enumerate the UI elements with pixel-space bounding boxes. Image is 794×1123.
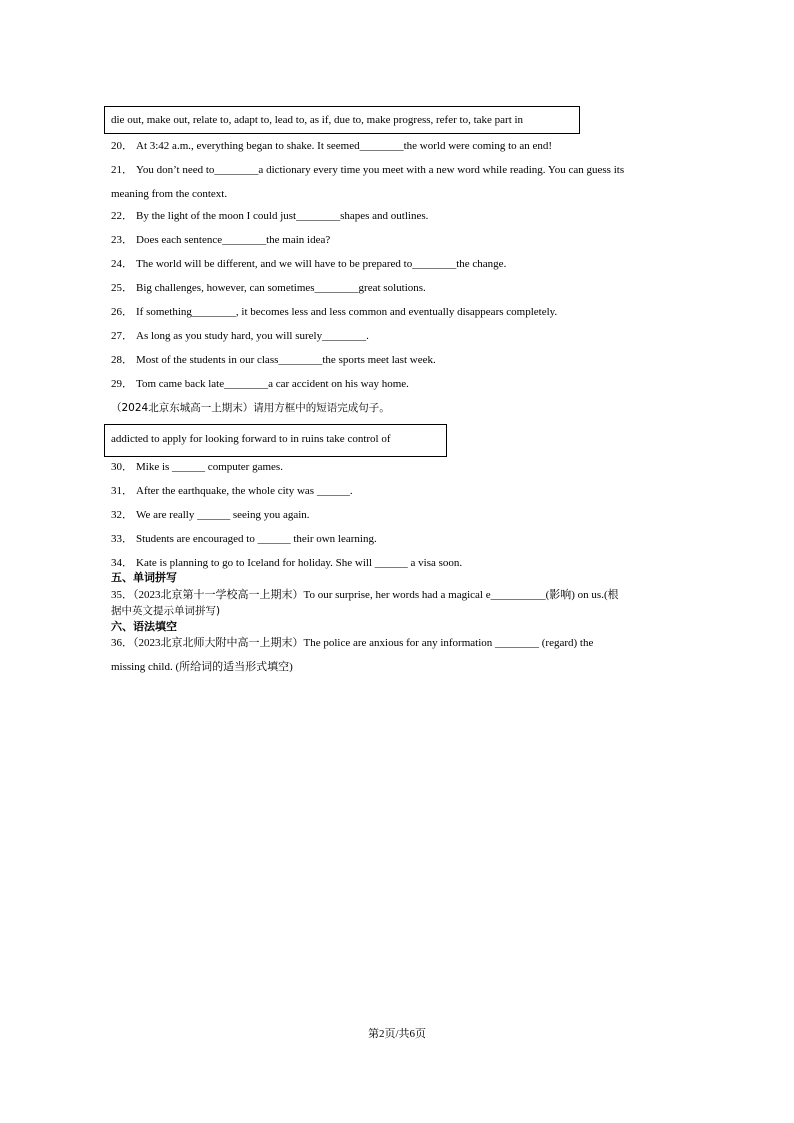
question-23 <box>111 233 691 248</box>
question-24 <box>111 257 691 272</box>
question-22 <box>111 209 691 224</box>
instruction-text: （2024北京东城高一上期末）请用方框中的短语完成句子。 <box>111 402 390 414</box>
question-text: As long as you study hard, you will surely________. <box>136 330 369 342</box>
phrase-box-2-text: addicted to apply for looking forward to in ruins take control of <box>111 433 391 445</box>
question-number: 28． <box>111 354 133 366</box>
question-34 <box>111 556 691 571</box>
question-number: 31． <box>111 485 133 497</box>
question-text: meaning from the context. <box>111 188 228 200</box>
question-30 <box>111 460 691 475</box>
question-33 <box>111 532 691 547</box>
question-number: 25． <box>111 282 133 294</box>
question-number: 23． <box>111 234 133 246</box>
question-text: 据中英文提示单词拼写) <box>111 605 221 617</box>
section-heading-5: 五、单词拼写 <box>111 571 177 584</box>
question-29 <box>111 377 691 392</box>
question-text: We are really ______ seeing you again. <box>136 509 310 521</box>
question-number: 32． <box>111 509 133 521</box>
phrase-box-2 <box>104 424 447 457</box>
question-21 <box>111 163 691 178</box>
question-20 <box>111 139 691 154</box>
question-32 <box>111 508 691 523</box>
question-number: 30． <box>111 461 133 473</box>
question-27 <box>111 329 691 344</box>
question-number: 20． <box>111 140 133 152</box>
question-26 <box>111 305 691 320</box>
question-35 <box>111 588 691 603</box>
section-instruction <box>111 401 691 416</box>
question-text: Mike is ______ computer games. <box>136 461 283 473</box>
section-heading-6: 六、语法填空 <box>111 620 177 633</box>
phrase-box-1-text: die out, make out, relate to, adapt to, lead to, as if, due to, make progress, refer to, take part in <box>111 114 524 126</box>
question-25 <box>111 281 691 296</box>
question-number: 33． <box>111 533 133 545</box>
question-28 <box>111 353 691 368</box>
question-number: 27． <box>111 330 133 342</box>
question-text: Most of the students in our class________the sports meet last week. <box>136 354 436 366</box>
question-text: After the earthquake, the whole city was ______. <box>136 485 353 497</box>
question-number: 22． <box>111 210 133 222</box>
question-21-continued <box>111 187 691 202</box>
question-text: missing child. (所给词的适当形式填空) <box>111 661 293 673</box>
question-text: 35．（2023北京第十一学校高一上期末）To our surprise, her words had a magical e__________(影响) on us.(根 <box>111 589 619 601</box>
question-number: 29． <box>111 378 133 390</box>
question-31 <box>111 484 691 499</box>
question-text: Tom came back late________a car accident on his way home. <box>136 378 409 390</box>
question-number: 34． <box>111 557 133 569</box>
question-36-continued <box>111 660 691 675</box>
question-text: Kate is planning to go to Iceland for holiday. She will ______ a visa soon. <box>136 557 463 569</box>
question-text: Students are encouraged to ______ their own learning. <box>136 533 377 545</box>
question-text: At 3:42 a.m., everything began to shake. It seemed________the world were coming to an end! <box>136 140 553 152</box>
question-text: Big challenges, however, can sometimes________great solutions. <box>136 282 426 294</box>
question-text: 36．（2023北京北师大附中高一上期末）The police are anxious for any information ________ (regard) the <box>111 637 594 649</box>
question-number: 26． <box>111 306 133 318</box>
question-text: Does each sentence________the main idea? <box>136 234 331 246</box>
question-35-continued <box>111 604 691 619</box>
question-36 <box>111 636 691 651</box>
question-text: The world will be different, and we will have to be prepared to________the change. <box>136 258 507 270</box>
question-text: You don’t need to________a dictionary every time you meet with a new word while reading. You can guess its <box>136 164 625 176</box>
page-footer: 第2页/共6页 <box>367 1028 427 1040</box>
question-number: 21． <box>111 164 133 176</box>
question-text: By the light of the moon I could just________shapes and outlines. <box>136 210 429 222</box>
question-number: 24． <box>111 258 133 270</box>
phrase-box-1 <box>104 106 580 134</box>
question-text: If something________, it becomes less and less common and eventually disappears completely. <box>136 306 558 318</box>
